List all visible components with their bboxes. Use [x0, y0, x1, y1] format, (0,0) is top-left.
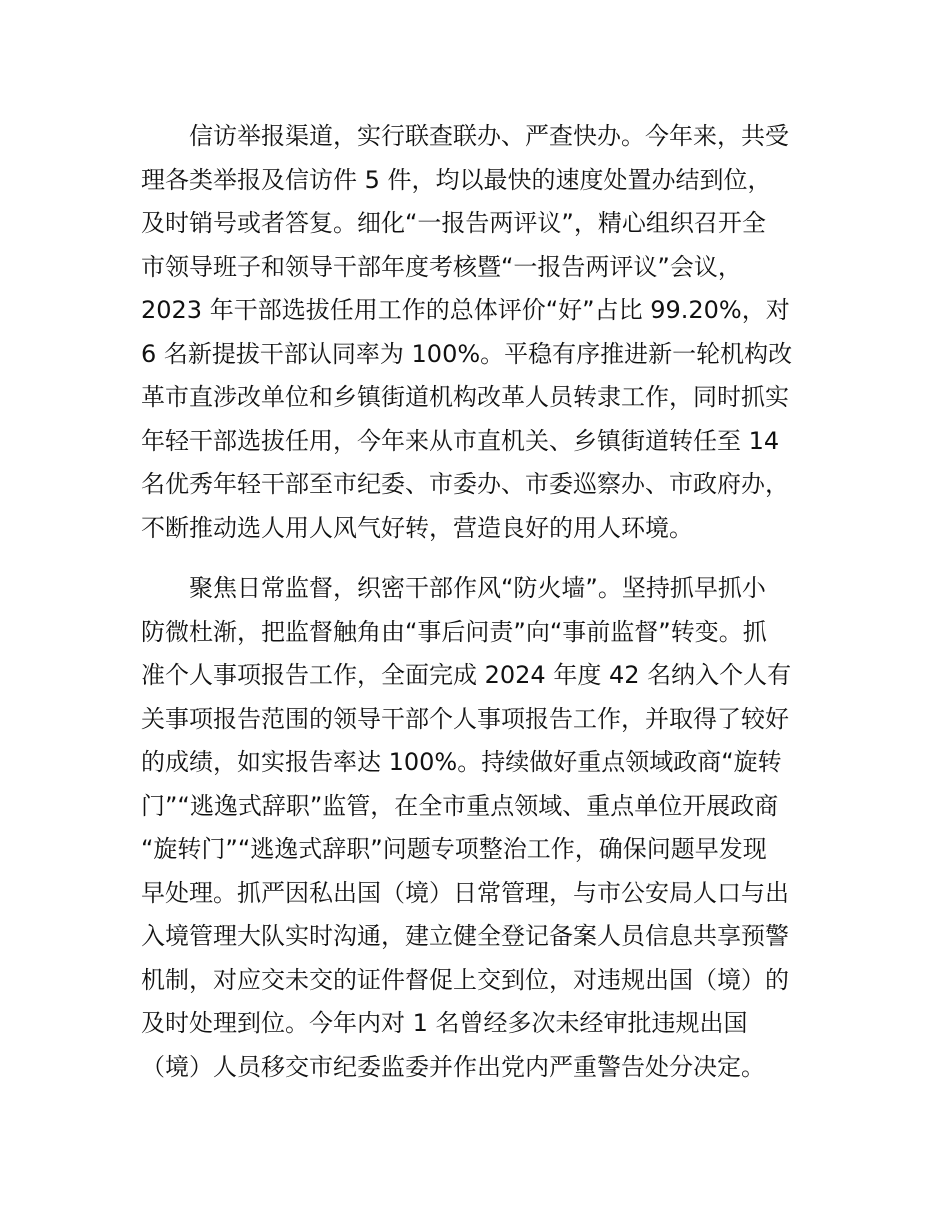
paragraph-line: “旋转门”“逃逸式辞职”问题专项整治工作，确保问题早发现	[141, 835, 767, 863]
paragraph-line: 6 名新提拔干部认同率为 100%。平稳有序推进新一轮机构改	[141, 339, 793, 368]
paragraph-line: 及时销号或者答复。细化“一报告两评议”，精心组织召开全	[141, 209, 766, 237]
paragraph-line: 聚焦日常监督，织密干部作风“防火墙”。坚持抓早抓小	[141, 574, 766, 602]
paragraph-line: 年轻干部选拔任用，今年来从市直机关、乡镇街道转任至 14	[141, 426, 780, 455]
paragraph-line: 准个人事项报告工作，全面完成 2024 年度 42 名纳入个人有	[141, 661, 792, 689]
document-body	[141, 115, 813, 1089]
paragraph-line: 名优秀年轻干部至市纪委、市委办、市委巡察办、市政府办，	[141, 470, 789, 498]
paragraph-line: 2023 年干部选拔任用工作的总体评价“好”占比 99.20%，对	[141, 296, 790, 324]
paragraph-line: 信访举报渠道，实行联查联办、严查快办。今年来，共受	[141, 122, 789, 150]
paragraph-line: 市领导班子和领导干部年度考核暨“一报告两评议”会议，	[141, 252, 742, 281]
paragraph-line: 革市直涉改单位和乡镇街道机构改革人员转隶工作，同时抓实	[141, 383, 789, 411]
paragraph-line: 入境管理大队实时沟通，建立健全登记备案人员信息共享预警	[141, 922, 789, 950]
paragraph-2	[141, 567, 813, 1089]
paragraph-line: 关事项报告范围的领导干部个人事项报告工作，并取得了较好	[141, 704, 789, 733]
paragraph-spacing	[141, 550, 813, 567]
paragraph-1	[141, 115, 813, 550]
paragraph-line: 早处理。抓严因私出国（境）日常管理，与市公安局人口与出	[141, 878, 789, 907]
paragraph-line: 及时处理到位。今年内对 1 名曾经多次未经审批违规出国	[141, 1009, 748, 1037]
paragraph-line: 的成绩，如实报告率达 100%。持续做好重点领域政商“旋转	[141, 748, 782, 776]
paragraph-line: （境）人员移交市纪委监委并作出党内严重警告处分决定。	[141, 1052, 765, 1081]
paragraph-line: 防微杜渐，把监督触角由“事后问责”向“事前监督”转变。抓	[141, 617, 767, 646]
paragraph-line: 门”“逃逸式辞职”监管，在全市重点领域、重点单位开展政商	[141, 791, 779, 820]
paragraph-line: 理各类举报及信访件 5 件，均以最快的速度处置办结到位，	[141, 165, 772, 194]
paragraph-line: 机制，对应交未交的证件督促上交到位，对违规出国（境）的	[141, 965, 789, 994]
paragraph-line: 不断推动选人用人风气好转，营造良好的用人环境。	[141, 513, 693, 542]
